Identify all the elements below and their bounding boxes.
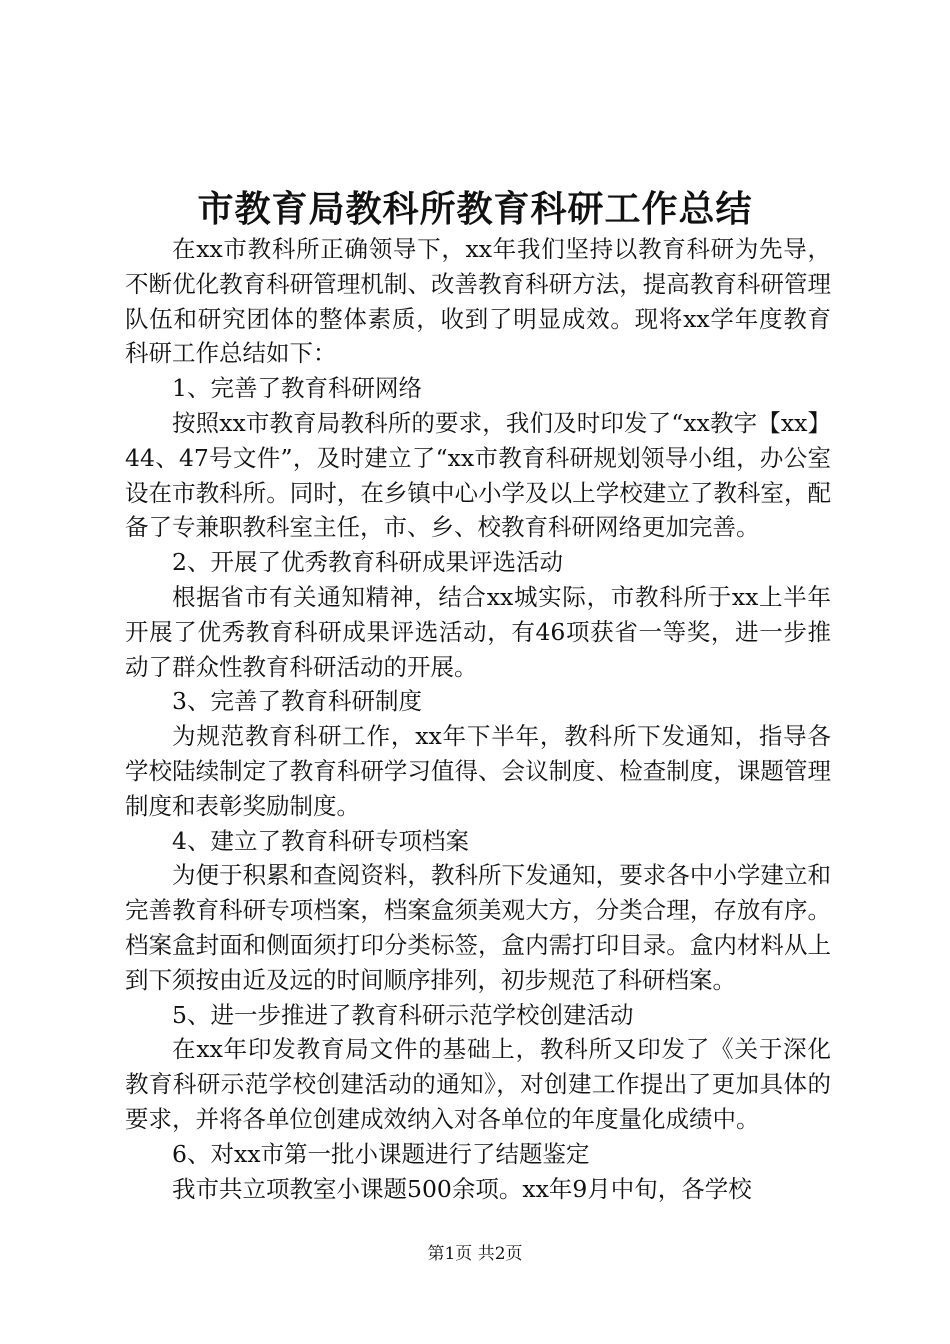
paragraph-section-3: 为规范教育科研工作，xx年下半年，教科所下发通知，指导各学校陆续制定了教育科研学习值得、会议制度、检查制度，课题管理制度和表彰奖励制度。 (125, 722, 831, 820)
page-number-footer: 第1页 共2页 (427, 1244, 523, 1264)
section-heading-5: 5、进一步推进了教育科研示范学校创建活动 (172, 1000, 634, 1029)
document-title: 市教育局教科所教育科研工作总结 (197, 188, 753, 230)
paragraph-section-6: 我市共立项教室小课题500余项。xx年9月中旬，各学校 (172, 1174, 752, 1203)
paragraph-section-2: 根据省市有关通知精神，结合xx城实际，市教科所于xx上半年开展了优秀教育科研成果评选活动，有46项获省一等奖，进一步推动了群众性教育科研活动的开展。 (125, 582, 831, 681)
document-body (125, 232, 831, 1206)
section-heading-1: 1、完善了教育科研网络 (172, 374, 422, 403)
paragraph-intro: 在xx市教科所正确领导下，xx年我们坚持以教育科研为先导，不断优化教育科研管理机制、改善教育科研方法，提高教育科研管理队伍和研究团体的整体素质，收到了明显成效。现将xx学年度教育科研工作总结如下： (125, 235, 831, 368)
paragraph-section-1: 按照xx市教育局教科所的要求，我们及时印发了“xx教字【xx】44、47号文件”，及时建立了“xx市教育科研规划领导小组，办公室设在市教科所。同时，在乡镇中心小学及以上学校建立了教科室，配备了专兼职教科室主任，市、乡、校教育科研网络更加完善。 (125, 408, 831, 542)
section-heading-3: 3、完善了教育科研制度 (172, 687, 422, 716)
section-heading-4: 4、建立了教育科研专项档案 (172, 826, 469, 855)
paragraph-section-5: 在xx年印发教育局文件的基础上，教科所又印发了《关于深化教育科研示范学校创建活动的通知》，对创建工作提出了更加具体的要求，并将各单位创建成效纳入对各单位的年度量化成绩中。 (125, 1035, 831, 1133)
paragraph-section-4: 为便于积累和查阅资料，教科所下发通知，要求各中小学建立和完善教育科研专项档案，档案盒须美观大方，分类合理，存放有序。档案盒封面和侧面须打印分类标签，盒内需打印目录。盒内材料从上到下须按由近及远的时间顺序排列，初步规范了科研档案。 (125, 861, 831, 994)
section-heading-6: 6、对xx市第一批小课题进行了结题鉴定 (172, 1139, 590, 1168)
section-heading-2: 2、开展了优秀教育科研成果评选活动 (172, 548, 563, 577)
